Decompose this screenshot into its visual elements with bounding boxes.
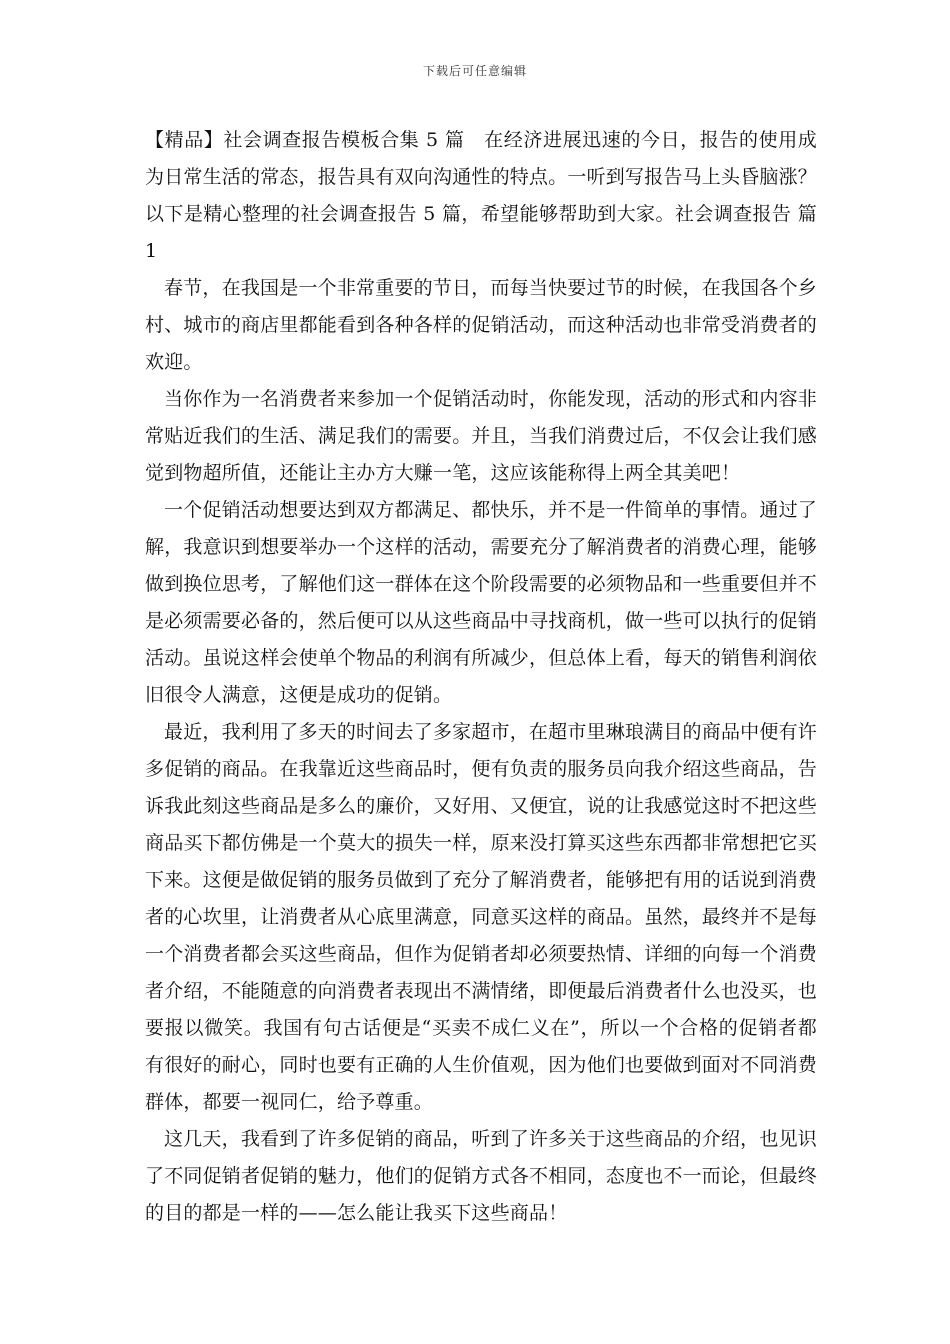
page-header-note: 下载后可任意编辑 [422,64,527,78]
body-paragraph: 一个促销活动想要达到双方都满足、都快乐，并不是一件简单的事情。通过了解，我意识到想要举办一个这样的活动，需要充分了解消费者的消费心理，能够做到换位思考，了解他们这一群体在这个阶段需要的必须物品和一些重要但并不是必须需要必备的，然后便可以从这些商品中寻找商机，做一些可以执行的促销活动。虽说这样会使单个物品的利润有所减少，但总体上看，每天的销售利润依旧很令人满意，这便是成功的促销。 [145,499,818,706]
body-paragraph: 这几天，我看到了许多促销的商品，听到了许多关于这些商品的介绍，也见识了不同促销者促销的魅力，他们的促销方式各不相同，态度也不一而论，但最终的目的都是一样的——怎么能让我买下这些商品！ [145,1128,818,1224]
body-paragraph: 春节，在我国是一个非常重要的节日，而每当快要过节的时候，在我国各个乡村、城市的商店里都能看到各种各样的促销活动，而这种活动也非常受消费者的欢迎。 [145,277,818,373]
document-body [145,122,817,1232]
body-paragraph: 当你作为一名消费者来参加一个促销活动时，你能发现，活动的形式和内容非常贴近我们的生活、满足我们的需要。并且，当我们消费过后，不仅会让我们感觉到物超所值，还能让主办方大赚一笔，这应该能称得上两全其美吧！ [145,388,818,484]
intro-paragraph: 【精品】社会调查报告模板合集 5 篇 在经济进展迅速的今日，报告的使用成为日常生活的常态，报告具有双向沟通性的特点。一听到写报告马上头昏脑涨？以下是精心整理的社会调查报告 5 篇，希望能够帮助到大家。社会调查报告 篇 1 [145,129,818,262]
body-paragraph: 最近，我利用了多天的时间去了多家超市，在超市里琳琅满目的商品中便有许多促销的商品。在我靠近这些商品时，便有负责的服务员向我介绍这些商品，告诉我此刻这些商品是多么的廉价，又好用、又便宜，说的让我感觉这时不把这些商品买下都仿佛是一个莫大的损失一样，原来没打算买这些东西都非常想把它买下来。这便是做促销的服务员做到了充分了解消费者，能够把有用的话说到消费者的心坎里，让消费者从心底里满意，同意买这样的商品。虽然，最终并不是每一个消费者都会买这些商品，但作为促销者却必须要热情、详细的向每一个消费者介绍，不能随意的向消费者表现出不满情绪，即便最后消费者什么也没买，也要报以微笑。我国有句古话便是“买卖不成仁义在”，所以一个合格的促销者都有很好的耐心，同时也要有正确的人生价值观，因为他们也要做到面对不同消费群体，都要一视同仁，给予尊重。 [145,721,818,1113]
